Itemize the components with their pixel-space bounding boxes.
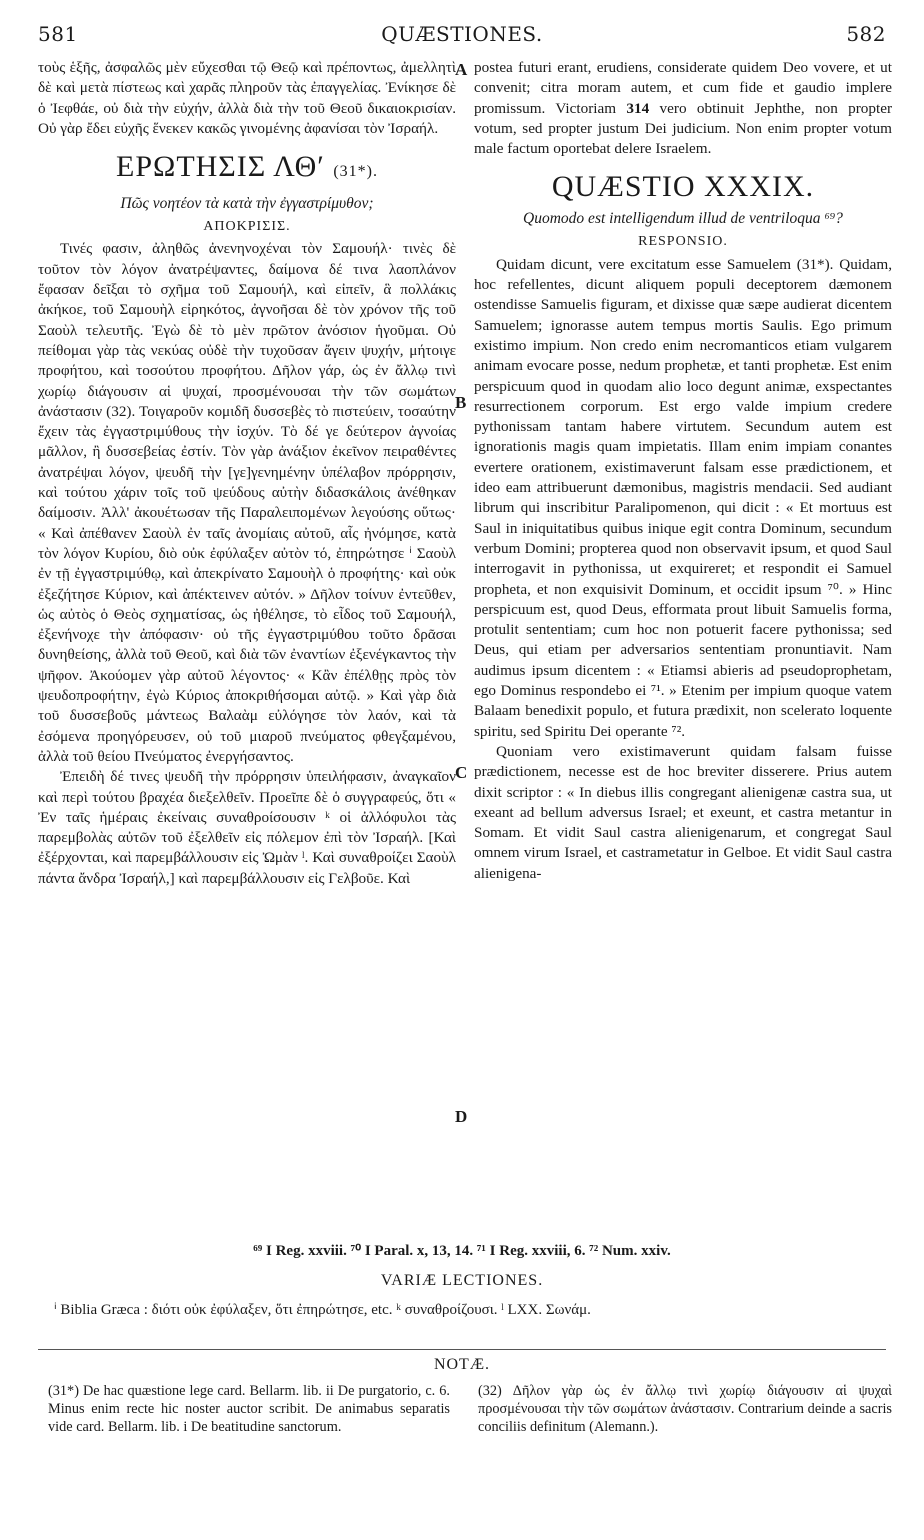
latin-paragraph: Quidam dicunt, vere excitatum esse Samuelem (31*). Quidam, hoc refellentes, dicunt aliquem populi deceptorem dæmonem ostendisse Samuelis figuram, et dixisse quæ sæpe audierat dicentem Samuelem; ignorasse autem tempus mortis Saulis. Ego primum existimo impium. Non credo enim necromanticos etiam vulgarem animam evocare posse, nedum prophetæ, et tanti prophetæ. Est enim perspicuum quod in quodam alio loco degunt animæ, exspectantes resurrectionem corporum. Est ergo valde impium credere pythonissam tantam habere virtutem. Secundum autem est ignorationis magis quam impietatis. Illam enim impiam conantes evertere orationem, existimaverunt falsam esse prædictionem, et ideo eam attribuerunt dæmonibus, magistris mendacii. Sed audiant librum qui inscribitur Paralipomenon, qui dicit : « Et mortuus est Saul in iniquitatibus quibus inique egit contra Dominum, secundum verbum Domini; propterea quod non observavit ipsum, et quod Saul interrogavit in pythonissa, ut exquireret; et respondit ei Samuel propheta, et non exquisivit Dominum, et occidit ipsum ⁷⁰. » Hinc perspicuum est, quod Deus, efformata prout libuit Samuelis forma, protulit sententiam; cum hoc non potuerit facere pythonissa; sed Deus, qui etiam per adversarios sententiam pronuntiavit. Nam audimus ipsum dicentem : « Etiamsi abieris ad pseudoprophetam, ego Dominus respondebo ei ⁷¹. » Etenim per impium quoque vatem Balaam benedixit populo, et futura prædixit, non scelerato loquente spiritu, sed Spiritu Dei operante ⁷². [474, 255, 892, 740]
note-left: (31*) De hac quæstione lege card. Bellarm. lib. ii De purgatorio, c. 6. Minus enim recte hic noster auctor scribit. De animabus separatis vide card. Bellarm. lib. i De beatitudine sanctorum. [48, 1383, 450, 1435]
margin-marker-d: D [455, 1107, 468, 1126]
divider [38, 1349, 886, 1350]
greek-question-title: ΕΡΩΤΗΣΙΣ ΛΘʹ (31*). [116, 150, 378, 184]
running-header [38, 22, 886, 52]
latin-question-title: QUÆSTIO XXXIX. [551, 170, 815, 204]
variae-text: ⁱ Biblia Græca : διότι οὐκ ἐφύλαξεν, ὅτι ἐπηρώτησε, etc. ᵏ συναθροίζουσι. ˡ LXX. Σωνάμ. [54, 1302, 591, 1318]
greek-intro: τοὺς ἑξῆς, ἀσφαλῶς μὲν εὔχεσθαι τῷ Θεῷ καὶ πρέποντως, ἀμελλητὶ δὲ καὶ μετὰ πίστεως καὶ χαρᾶς πληροῦν τὰς ἐπαγγελίας. Ἐνίκησε δὲ ὁ Ἰεφθάε, οὐ διὰ τὴν εὐχήν, ἀλλὰ διὰ τὴν τοῦ Θεοῦ δικαιοκρισίαν. Οὐ γὰρ ἔδει εὐχῆς ἕνεκεν κακῶς γινομένης ἀφανίσαι τὸν Ἰσραήλ. [38, 59, 456, 137]
latin-intro: postea futuri erant, erudiens, considerate quidem Deo vovere, et ut convenit; citra moram autem, et cum fide et gaudio implere promissum. Victoriam 314 vero obtinuit Jephthe, non propter votum, sed propter justum Dei judicium. Non enim propter votum male factum oportebat delere Israelem. [474, 59, 893, 158]
latin-paragraph: Quoniam vero existimaverunt quidam falsam fuisse prædictionem, necesse est de hoc breviter disserere. Prius autem dixit scriptor : « In diebus illis congregant alienigenæ castra sua, ut exeant ad bellum adversus Israel; et exeunt, et castra metantur in Somam. Et vidit Saul castra alienigenarum, et congregat Saul omnem virum Israel, et castrametatur in Gelboe. Et vidit Saul castra alienigena- [474, 742, 892, 882]
column-number: 314 [626, 99, 650, 117]
margin-marker-c: C [455, 763, 468, 782]
greek-question: Πῶς νοητέον τὰ κατὰ τὴν ἐγγαστρίμυθον; [120, 195, 374, 213]
scripture-references: ⁶⁹ I Reg. xxviii. ⁷⁰ I Paral. x, 13, 14. ⁷¹ I Reg. xxviii, 6. ⁷² Num. xxiv. [253, 1243, 671, 1259]
notae-heading: NOTÆ. [433, 1356, 491, 1373]
greek-answer-heading: ΑΠΟΚΡΙΣΙΣ. [203, 219, 291, 235]
greek-title-note: (31*). [333, 163, 378, 181]
latin-answer-heading: RESPONSIO. [638, 234, 728, 250]
greek-column [38, 58, 456, 889]
latin-column [474, 58, 892, 884]
greek-paragraph: Ἐπειδὴ δέ τινες ψευδῆ τὴν πρόρρησιν ὑπειλήφασιν, ἀναγκαῖον καὶ περὶ τούτου βραχέα διεξελθεῖν. Προεῖπε δὲ ὁ συγγραφεύς, ὅτι « Ἐν ταῖς ἡμέραις ἐκείναις συναθροίσουσιν ᵏ οἱ ἀλλόφυλοι τὰς παρεμβολὰς αὐτῶν τοῦ ἐξελθεῖν εἰς πόλεμον ἐπὶ τὸν Ἰσραήλ. [Καὶ ἐξέρχονται, καὶ παρεμβάλλουσιν εἰς Ὠμὰν ˡ. Καὶ συναθροίζει Σαοὺλ πάντα ἄνδρα Ἰσραήλ,] καὶ παρεμβάλλουσιν εἰς Γελβοῦε. Καὶ [38, 768, 456, 887]
page-number-left: 581 [38, 22, 78, 46]
latin-question: Quomodo est intelligendum illud de ventriloqua ⁶⁹? [523, 210, 843, 228]
running-title: QUÆSTIONES. [381, 22, 543, 46]
page-number-right: 582 [846, 22, 886, 46]
margin-marker-a: A [455, 60, 468, 79]
margin-marker-b: B [455, 393, 467, 412]
note-right: (32) Δῆλον γὰρ ὡς ἐν ἄλλῳ τινὶ χωρίῳ διάγουσιν αἱ ψυχαὶ προσμένουσαι τὴν τῶν σωμάτων ἀνάστασιν. Contrarium deinde a sacris conciliis definitum (Alemann.). [478, 1383, 892, 1435]
variae-heading: VARIÆ LECTIONES. [380, 1272, 544, 1289]
greek-paragraph: Τινές φασιν, ἀληθῶς ἀνενηνοχέναι τὸν Σαμουήλ· τινὲς δὲ τοῦτον τὸν λόγον ἀνατρέψαντες, δαίμονα δέ τινα λαοπλάνον ἔφασαν δεῖξαι τὸ σχῆμα τοῦ Σαμουήλ, καὶ εἰπεῖν, ἃ πολλάκις ἀκήκοε, τοῦ Σαμουὴλ εἰρηκότος, ἀγνοῆσαι δὲ τὸν χρόνον τῆς τοῦ Σαοὺλ τελευτῆς. Ἐγὼ δὲ τὸ μὲν πρῶτον ἀνόσιον ἡγοῦμαι. Οὐ πείθομαι γὰρ τὰς νεκύας οὐδὲ τὴν τυχοῦσαν ἄγειν ψυχήν, μήτοιγε προφήτου, καὶ τοσούτου προφήτου. Δῆλον γάρ, ὡς ἐν ἄλλῳ τινὶ χωρίῳ διάγουσιν αἱ ψυχαί, προσμένουσαι τὴν τῶν σωμάτων ἀνάστασιν (32). Τοιγαροῦν κομιδῆ δυσσεβὲς τὸ πιστεύειν, τοσαύτην ἔχειν τὰς ἐγγαστριμύθους τὴν ἰσχύν. Τὸ δέ γε δεύτερον ἀγνοίας μᾶλλον, ἢ δυσσεβείας ἐστίν. Τὸν γὰρ ἀνάξιον ἐκεῖνον πειραθέντες ἀνατρέψαι λόγον, ψευδῆ τὴν [γε]γενημένην ὑπέλαβον πρόρρησιν, καὶ τούτου χάριν τοῖς τοῦ ψεύδους αὐτὴν διδασκάλοις ἀνέθηκαν δαίμοσιν. Ἀλλ' ἀκουέτωσαν τῆς Παραλειπομένων λεγούσης οὕτως· « Καὶ ἀπέθανεν Σαοὺλ ἐν ταῖς ἀνομίαις αὐτοῦ, αἷς ἠνόμησε, κατὰ τὸν λόγον Κυρίου, διὸ οὐκ ἐφύλαξεν αὐτὸν τό, ἐπηρώτησε ⁱ Σαοὺλ ἐν τῇ ἐγγαστριμύθῳ, καὶ ἀπεκρίνατο Σαμουὴλ ὁ προφήτης· καὶ οὐκ ἐξεζήτησε Κύριον, καὶ ἀπέκτεινεν αὐτόν. » Δῆλον τοίνυν ἐντεῦθεν, ὡς αὐτὸς ὁ Θεὸς σχηματίσας, ὡς ἠθέλησε, τὸ εἶδος τοῦ Σαμουήλ, ἐξενήνοχε τὴν ἀπόφασιν· οὐ τῆς ἐγγαστριμύθου τοῦτο δρᾶσαι δυνηθείσης, ἀλλὰ τοῦ Θεοῦ, καὶ διὰ τῶν ἐναντίων ἐξενέγκαντος τὴν ψῆφον. Ἀκούομεν γὰρ αὐτοῦ λέγοντος· « Κἂν ἐπέλθῃς πρὸς τὸν ψευδοπροφήτην, ἐγὼ Κύριος ἀποκριθήσομαι αὐτῷ. » Καὶ γὰρ διὰ τοῦ δυσσεβοῦς μάντεως Βαλαὰμ εὐλόγησε τὸν λαόν, καὶ τὰ ἐσόμενα προηγόρευσεν, οὐ τοῦ μιαροῦ πνεύματος φθεγξαμένου, ἀλλὰ τοῦ θείου Πνεύματος ἐνεργήσαντος. [38, 240, 456, 765]
